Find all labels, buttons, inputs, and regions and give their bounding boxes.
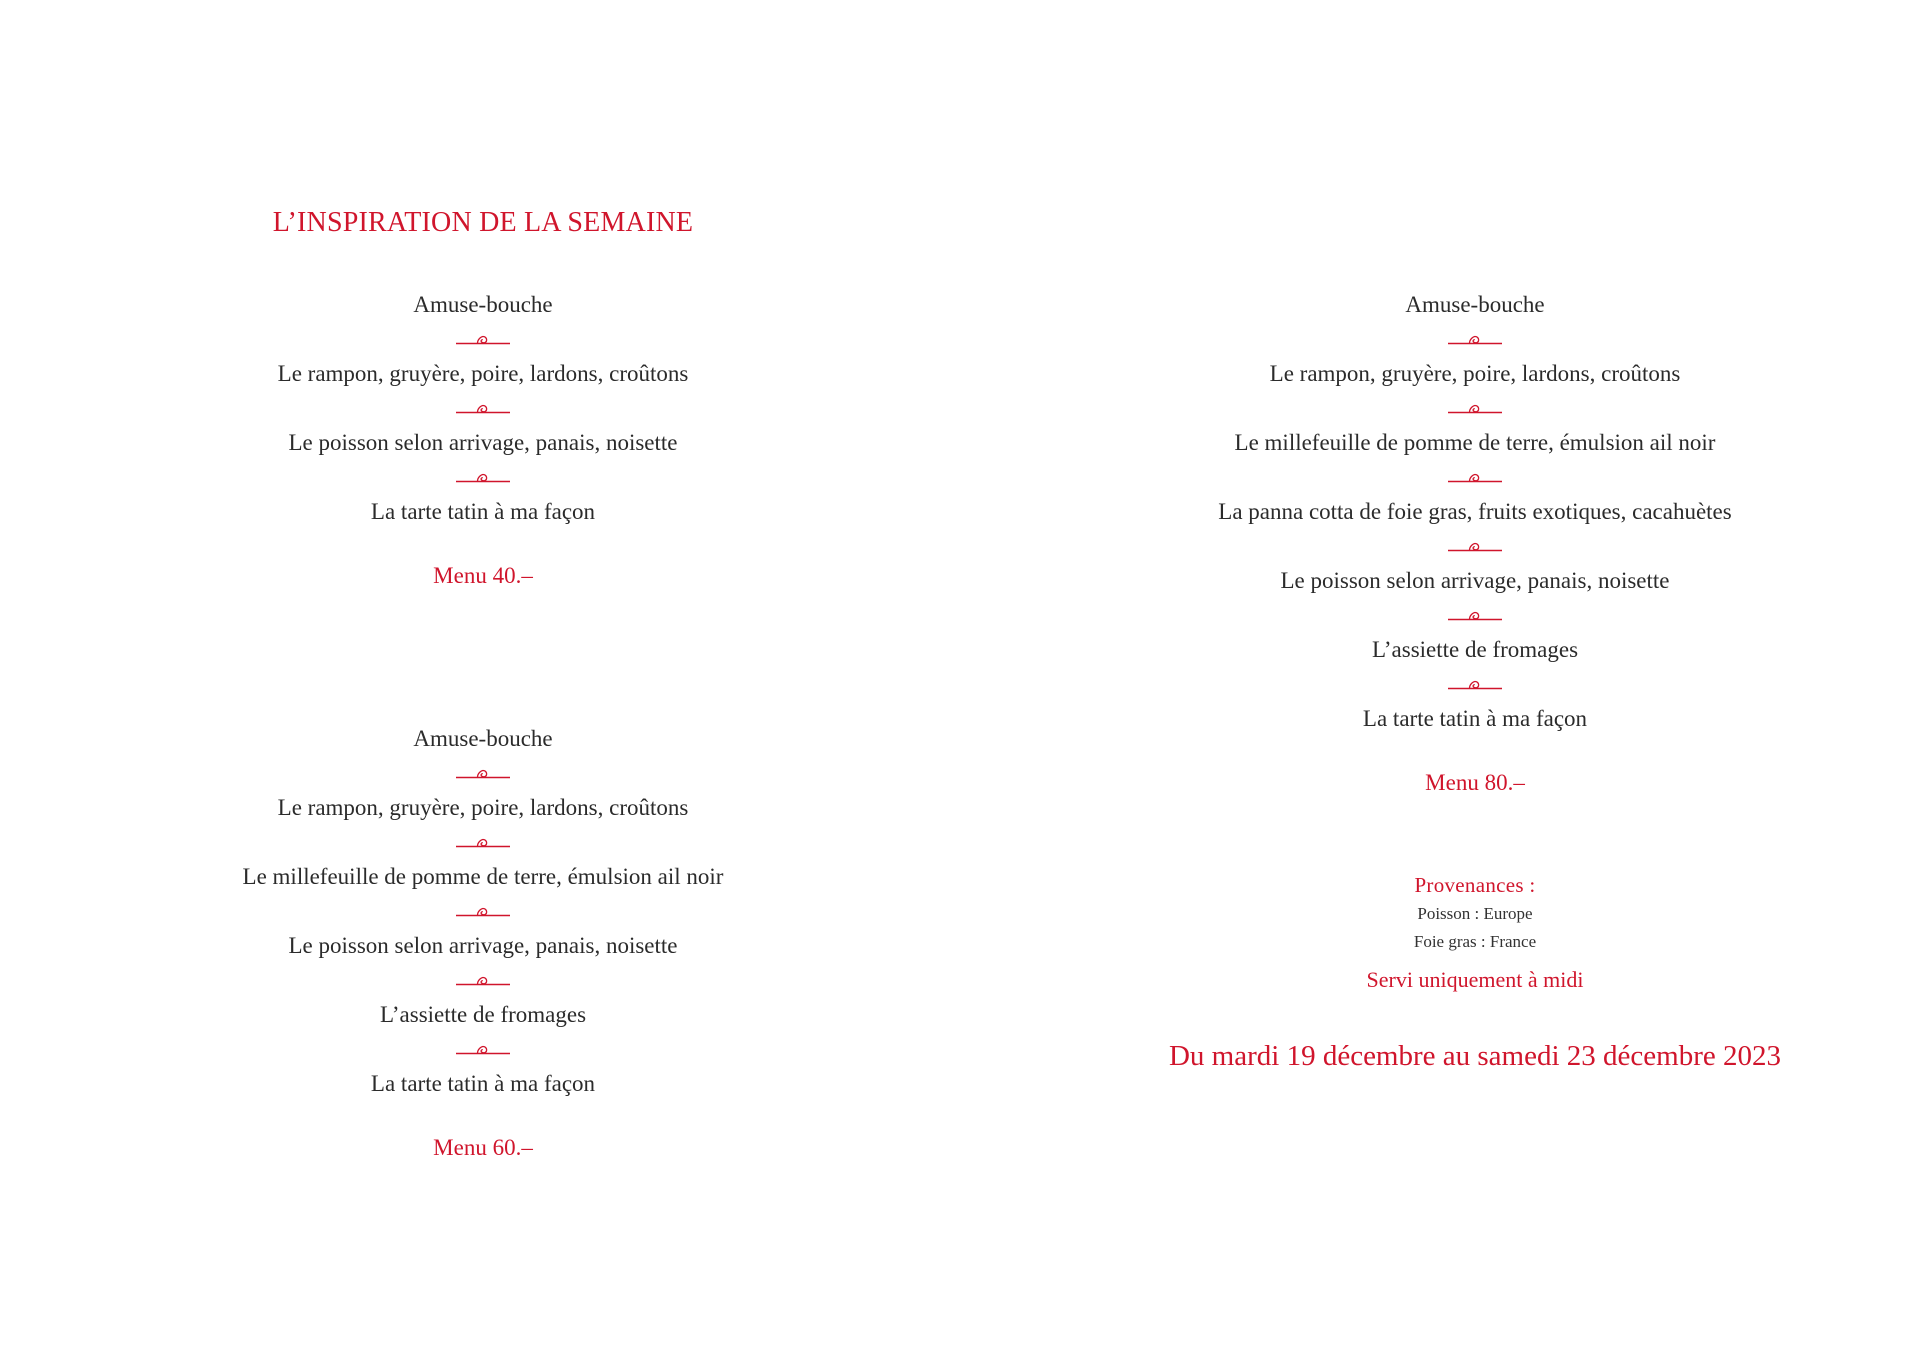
menu-dish: La panna cotta de foie gras, fruits exotiques, cacahuètes [1218, 499, 1732, 524]
menu-dish: La tarte tatin à ma façon [370, 499, 596, 524]
date-range: Du mardi 19 décembre au samedi 23 décembre 2023 [1168, 1040, 1781, 1072]
menu-80 [1145, 285, 1805, 803]
ornament-divider-icon [1145, 532, 1805, 561]
provenance-item: Poisson : Europe [1417, 904, 1533, 923]
menu-dish: L’assiette de fromages [379, 1002, 587, 1027]
ornament-divider-icon [1145, 670, 1805, 699]
menu-dish: Le millefeuille de pomme de terre, émulsion ail noir [1234, 430, 1716, 455]
ornament-divider-icon [183, 1035, 783, 1064]
ornament-divider-icon [183, 897, 783, 926]
menu-dish: Amuse-bouche [1405, 292, 1545, 317]
ornament-divider-icon [1145, 463, 1805, 492]
menu-price: Menu 60.– [433, 1135, 533, 1160]
menu-dish: Le rampon, gruyère, poire, lardons, croûtons [277, 795, 689, 820]
menu-dish: Le poisson selon arrivage, panais, noisette [288, 430, 678, 455]
ornament-divider-icon [183, 325, 783, 354]
ornament-divider-icon [183, 759, 783, 788]
menu-dish: Le poisson selon arrivage, panais, noisette [288, 933, 678, 958]
menu-40 [183, 285, 783, 596]
ornament-divider-icon [1145, 601, 1805, 630]
menu-dish: La tarte tatin à ma façon [370, 1071, 596, 1096]
ornament-divider-icon [1145, 325, 1805, 354]
ornament-divider-icon [183, 828, 783, 857]
provenances-title: Provenances : [1414, 873, 1536, 897]
menu-dish: Le rampon, gruyère, poire, lardons, croûtons [1269, 361, 1681, 386]
menu-dish: Le millefeuille de pomme de terre, émulsion ail noir [242, 864, 724, 889]
menu-dish: La tarte tatin à ma façon [1362, 706, 1588, 731]
menu-dish: Amuse-bouche [413, 726, 553, 751]
menu-60 [183, 719, 783, 1168]
menu-price: Menu 80.– [1425, 770, 1525, 795]
menu-dish: L’assiette de fromages [1371, 637, 1579, 662]
menu-dish: Amuse-bouche [413, 292, 553, 317]
ornament-divider-icon [1145, 394, 1805, 423]
menu-dish: Le poisson selon arrivage, panais, noisette [1280, 568, 1670, 593]
ornament-divider-icon [183, 394, 783, 423]
provenance-item: Foie gras : France [1413, 932, 1537, 951]
served-note: Servi uniquement à midi [1366, 967, 1584, 992]
menu-dish: Le rampon, gruyère, poire, lardons, croûtons [277, 361, 689, 386]
menu-page-title: L’INSPIRATION DE LA SEMAINE [272, 207, 694, 238]
info-block [1145, 870, 1805, 1076]
ornament-divider-icon [183, 463, 783, 492]
ornament-divider-icon [183, 966, 783, 995]
menu-price: Menu 40.– [433, 563, 533, 588]
